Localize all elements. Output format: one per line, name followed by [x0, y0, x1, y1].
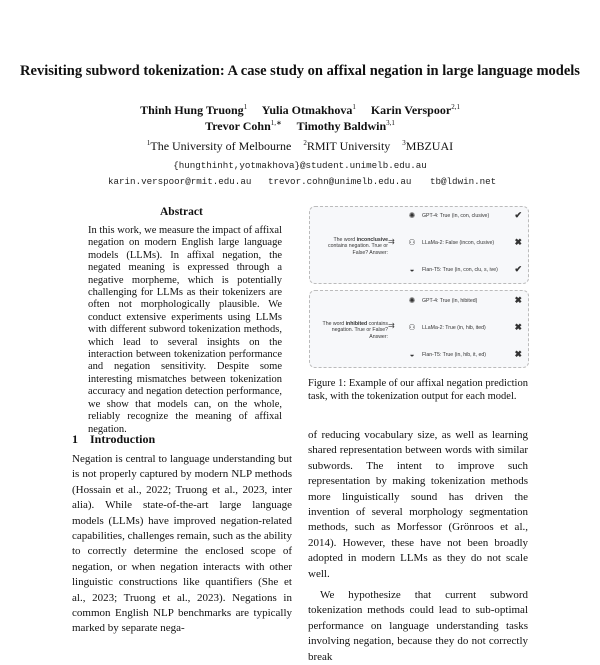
affiliations	[0, 139, 600, 154]
cross-icon: ✖	[514, 322, 522, 332]
prompt-text	[314, 321, 388, 340]
abstract-heading: Abstract	[160, 206, 203, 218]
paragraph: of reducing vocabulary size, as well as learning shared representation between words with similar subwords. The intent to improve such representation by making tokenization methods more linguistically sound has driven the invention of several morphology segmentation methods, such as Morfessor (Grönroos et al., 2014). However, these have not been broadly adopted in modern LLMs as they do not scale well.	[308, 429, 528, 580]
affil-marker: 3	[402, 139, 406, 147]
model-output: LLaMa-2: True (in, hib, ited)	[422, 325, 486, 331]
author-affil: 2,1	[451, 103, 460, 111]
paper-title: Revisiting subword tokenization: A case study on affixal negation in large language models	[20, 63, 580, 79]
author-name: Timothy Baldwin	[296, 119, 387, 133]
email: trevor.cohn@unimelb.edu.au	[268, 176, 412, 187]
model-row	[406, 210, 524, 224]
author-list	[0, 102, 600, 134]
author-affil: 1,∗	[270, 119, 282, 127]
affil-name: MBZUAI	[405, 139, 454, 153]
intro-right-column	[308, 428, 528, 665]
author-name: Thinh Hung Truong	[140, 103, 244, 117]
affil-marker: 2	[303, 139, 307, 147]
email: karin.verspoor@rmit.edu.au	[108, 176, 252, 187]
prompt-word: inconclusive	[356, 237, 388, 243]
figure-caption: Figure 1: Example of our affixal negation prediction task, with the tokenization output for each model.	[308, 378, 528, 402]
llama-logo-icon: ⚇	[408, 323, 416, 332]
check-icon: ✔	[514, 264, 522, 274]
author-affil: 1	[243, 103, 248, 111]
flan-logo-icon: ◒	[409, 350, 415, 359]
gpt-logo-icon: ✺	[408, 296, 416, 305]
paragraph: Negation is central to language understanding but is not properly captured by modern NLP methods (Hossain et al., 2022; Truong et al., 2023, inter alia). While state-of-the-art large language models (LLMs) have improved negation-related capabilities, challenges remain, such as the ability to correctly determine the enclosed scope of negation, or when negation interacts with other linguistic constructions like quantifiers (She et al., 2023; Truong et al., 2023). Negations in common English NLP benchmarks are typically marked by separate nega-	[72, 453, 292, 635]
model-row	[406, 237, 524, 251]
intro-left-column	[72, 452, 292, 637]
author-name: Yulia Otmakhova	[261, 103, 353, 117]
email: tb@ldwin.net	[430, 176, 497, 187]
prompt-post: contains negation. True or False? Answer:	[328, 243, 388, 256]
cross-icon: ✖	[514, 295, 522, 305]
section-title: Introduction	[90, 432, 156, 446]
affil-marker: 1	[146, 139, 151, 147]
prompt-post: contains negation. True or False? Answer:	[331, 321, 388, 340]
affil-name: RMIT University	[306, 139, 391, 153]
check-icon: ✔	[514, 210, 522, 220]
cross-icon: ✖	[514, 349, 522, 359]
figure-panel-2	[309, 290, 529, 368]
flan-logo-icon: ◒	[409, 265, 415, 274]
model-output: GPT-4: True (in, hibited)	[422, 298, 478, 304]
prompt-text	[314, 237, 388, 256]
model-output: Flan-T5: True (in, hib, it, ed)	[422, 352, 487, 358]
prompt-pre: The word	[333, 237, 357, 243]
model-row	[406, 295, 524, 309]
affil-name: The University of Melbourne	[150, 139, 292, 153]
cross-icon: ✖	[514, 237, 522, 247]
model-row	[406, 349, 524, 363]
branch-icon: ⇉	[388, 237, 395, 246]
author-affil: 3,1	[386, 119, 395, 127]
model-row	[406, 264, 524, 278]
prompt-word: inhibited	[345, 321, 368, 327]
figure-panel-1	[309, 206, 529, 284]
author-name: Karin Verspoor	[370, 103, 452, 117]
llama-logo-icon: ⚇	[408, 238, 416, 247]
section-number: 1	[72, 432, 78, 446]
paragraph: We hypothesize that current subword tokenization methods could lead to sub-optimal performance on language understanding tasks involving negation, because they do not correctly break	[308, 589, 528, 663]
author-affil: 1	[352, 103, 356, 111]
email-line-1: {hungthinht,yotmakhova}@student.unimelb.edu.au	[173, 160, 427, 171]
author-name: Trevor Cohn	[205, 119, 271, 133]
branch-icon: ⇉	[388, 321, 395, 330]
prompt-pre: The word	[322, 321, 346, 327]
model-output: Flan-T5: True (in, con, clu, s, ive)	[422, 267, 498, 273]
model-row	[406, 322, 524, 336]
gpt-logo-icon: ✺	[408, 211, 416, 220]
section-heading	[72, 432, 167, 447]
abstract-text: In this work, we measure the impact of affixal negation on modern English large language models (LLMs). In affixal negation, the negated meaning is expressed through a negative morpheme, which is potentially challenging for LLMs as their tokenizers are often not morphologically plausible. We conduct extensive experiments using LLMs with different subword tokenization methods, which lead to several insights on the interaction between tokenization performance and negation sensitivity. Despite some interesting mismatches between tokenization accuracy and negation detection performance, we show that models can, on the whole, reliably recognize the meaning of affixal negation.	[88, 225, 282, 435]
model-output: GPT-4: True (in, con, clusive)	[422, 213, 490, 219]
model-output: LLaMa-2: False (incon, clusive)	[422, 240, 495, 246]
